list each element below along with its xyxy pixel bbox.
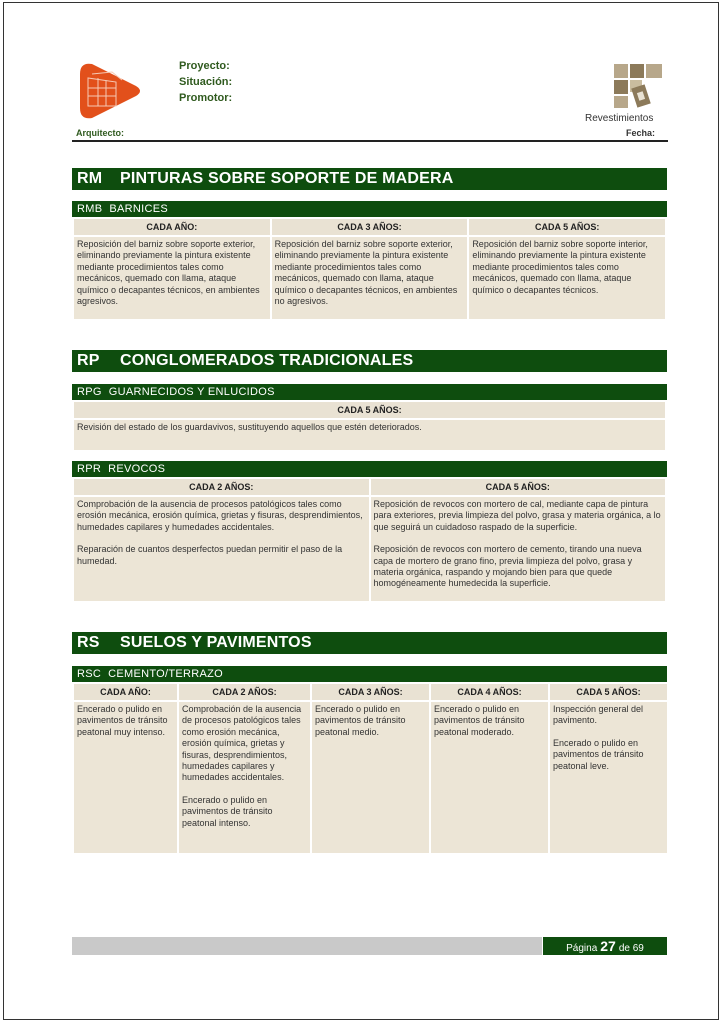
table-row	[74, 237, 665, 319]
cell-text: Reparación de cuantos desperfectos puedan permitir el paso de la humedad.	[77, 544, 343, 566]
situacion-label: Situación:	[179, 76, 233, 88]
column-header: CADA 2 AÑOS:	[179, 684, 310, 700]
cell-text: Encerado o pulido en pavimentos de tránsito peatonal muy intenso.	[77, 704, 168, 737]
subsection-code: RMB	[77, 203, 103, 215]
table-cell	[272, 237, 468, 319]
rpg-table	[72, 400, 667, 452]
fecha-label: Fecha:	[626, 128, 656, 138]
subsection-rsc-bar	[72, 666, 667, 682]
cell-text: Reposición del barniz sobre soporte exterior, eliminando previamente la pintura existente mediante procedimientos tales como mecánicos, quemado con llama, ataque químico o decapantes técnicos, en ambientes agresivos.	[77, 239, 260, 307]
revestimientos-icon	[614, 64, 662, 108]
table-cell	[469, 237, 665, 319]
column-header: CADA 5 AÑOS:	[550, 684, 667, 700]
footer-bar	[72, 937, 542, 955]
table-cell	[179, 702, 310, 853]
header-rule	[72, 140, 668, 142]
table-row	[74, 497, 665, 601]
cell-text: Inspección general del pavimento.	[553, 704, 644, 726]
subsection-code: RPR	[77, 463, 102, 475]
table-cell	[431, 702, 548, 853]
rmb-table	[72, 217, 667, 321]
subsection-rpr-bar	[72, 461, 667, 477]
arquitecto-label: Arquitecto:	[76, 128, 124, 138]
table-header-row	[74, 479, 665, 495]
section-title: SUELOS Y PAVIMENTOS	[120, 634, 312, 651]
cell-text: Revisión del estado de los guardavivos, sustituyendo aquellos que estén deteriorados.	[77, 422, 422, 432]
column-header: CADA AÑO:	[74, 219, 270, 235]
cell-text: Encerado o pulido en pavimentos de tránsito peatonal leve.	[553, 737, 644, 771]
column-header: CADA 5 AÑOS:	[371, 479, 666, 495]
section-rp-bar	[72, 350, 667, 372]
de-label: de	[618, 943, 630, 954]
cell-text: Reposición del barniz sobre soporte exterior, eliminando previamente la pintura existente mediante procedimientos tales como mecánicos, quemado con llama, ataque químico o decapantes técnicos, en ambientes no agresivos.	[274, 239, 458, 307]
table-cell	[74, 702, 177, 853]
table-header-row	[74, 402, 665, 418]
subsection-title: REVOCOS	[108, 463, 166, 475]
project-info	[179, 58, 232, 106]
column-header: CADA AÑO:	[74, 684, 177, 700]
section-code: RM	[77, 170, 103, 187]
cell-text: Reposición del barniz sobre soporte interior, eliminando previamente la pintura existente mediante procedimientos tales como mecánicos, quemado con llama, ataque químico o decapantes técnicos.	[472, 239, 648, 295]
table-header-row	[74, 219, 665, 235]
promotor-label: Promotor:	[179, 92, 233, 104]
section-rs-bar	[72, 632, 667, 654]
cell-text: Encerado o pulido en pavimentos de tránsito peatonal medio.	[315, 704, 406, 737]
table-cell	[74, 237, 270, 319]
table-cell	[312, 702, 429, 853]
column-header: CADA 5 AÑOS:	[74, 402, 665, 418]
subsection-rmb-bar	[72, 201, 667, 217]
proyecto-label: Proyecto:	[179, 60, 230, 72]
cell-text: Reposición de revocos con mortero de cemento, tirando una nueva capa de mortero de grano fino, previa limpieza del polvo, grasa y materia orgánica, raspando y mojando bien para que quede homogéneamente humedecida la superficie.	[373, 544, 642, 589]
subsection-rpg-bar	[72, 384, 667, 400]
column-header: CADA 3 AÑOS:	[312, 684, 429, 700]
section-code: RP	[77, 352, 100, 369]
cell-text: Encerado o pulido en pavimentos de tránsito peatonal moderado.	[434, 704, 525, 737]
column-header: CADA 5 AÑOS:	[469, 219, 665, 235]
table-header-row	[74, 684, 667, 700]
current-page: 27	[600, 938, 616, 954]
column-header: CADA 4 AÑOS:	[431, 684, 548, 700]
rpr-table	[72, 477, 667, 603]
section-title: CONGLOMERADOS TRADICIONALES	[120, 352, 414, 369]
table-cell	[371, 497, 666, 601]
architect-logo-icon	[76, 60, 144, 122]
cell-text: Encerado o pulido en pavimentos de tránsito peatonal intenso.	[182, 794, 273, 828]
table-cell	[74, 497, 369, 601]
subsection-code: RPG	[77, 386, 102, 398]
section-title: PINTURAS SOBRE SOPORTE DE MADERA	[120, 170, 454, 187]
subsection-code: RSC	[77, 668, 102, 680]
section-rm-bar	[72, 168, 667, 190]
section-name: Revestimientos	[585, 113, 654, 124]
subsection-title: GUARNECIDOS Y ENLUCIDOS	[108, 386, 275, 398]
cell-text: Comprobación de la ausencia de procesos patológicos tales como erosión mecánica, erosión química, grietas y fisuras, desprendimientos, humedades capilares y humedades accidentales.	[182, 704, 302, 783]
table-cell	[550, 702, 667, 853]
rsc-table	[72, 682, 669, 855]
pagina-label: Página	[566, 943, 598, 954]
page-number	[543, 937, 667, 955]
table-row	[74, 702, 667, 853]
subsection-title: CEMENTO/TERRAZO	[108, 668, 224, 680]
table-row	[74, 420, 665, 450]
section-code: RS	[77, 634, 100, 651]
total-pages: 69	[632, 943, 644, 954]
cell-text: Reposición de revocos con mortero de cal, mediante capa de pintura para exteriores, previa limpieza del polvo, grasa y materia orgánica, a lo que seguirá un cuidadoso raspado de la superficie.	[373, 499, 661, 532]
column-header: CADA 3 AÑOS:	[272, 219, 468, 235]
subsection-title: BARNICES	[109, 203, 168, 215]
column-header: CADA 2 AÑOS:	[74, 479, 369, 495]
cell-text: Comprobación de la ausencia de procesos patológicos tales como erosión mecánica, erosión química, grietas y fisuras, desprendimientos, humedades capilares y humedades accidentales.	[77, 499, 363, 532]
table-cell	[74, 420, 665, 450]
